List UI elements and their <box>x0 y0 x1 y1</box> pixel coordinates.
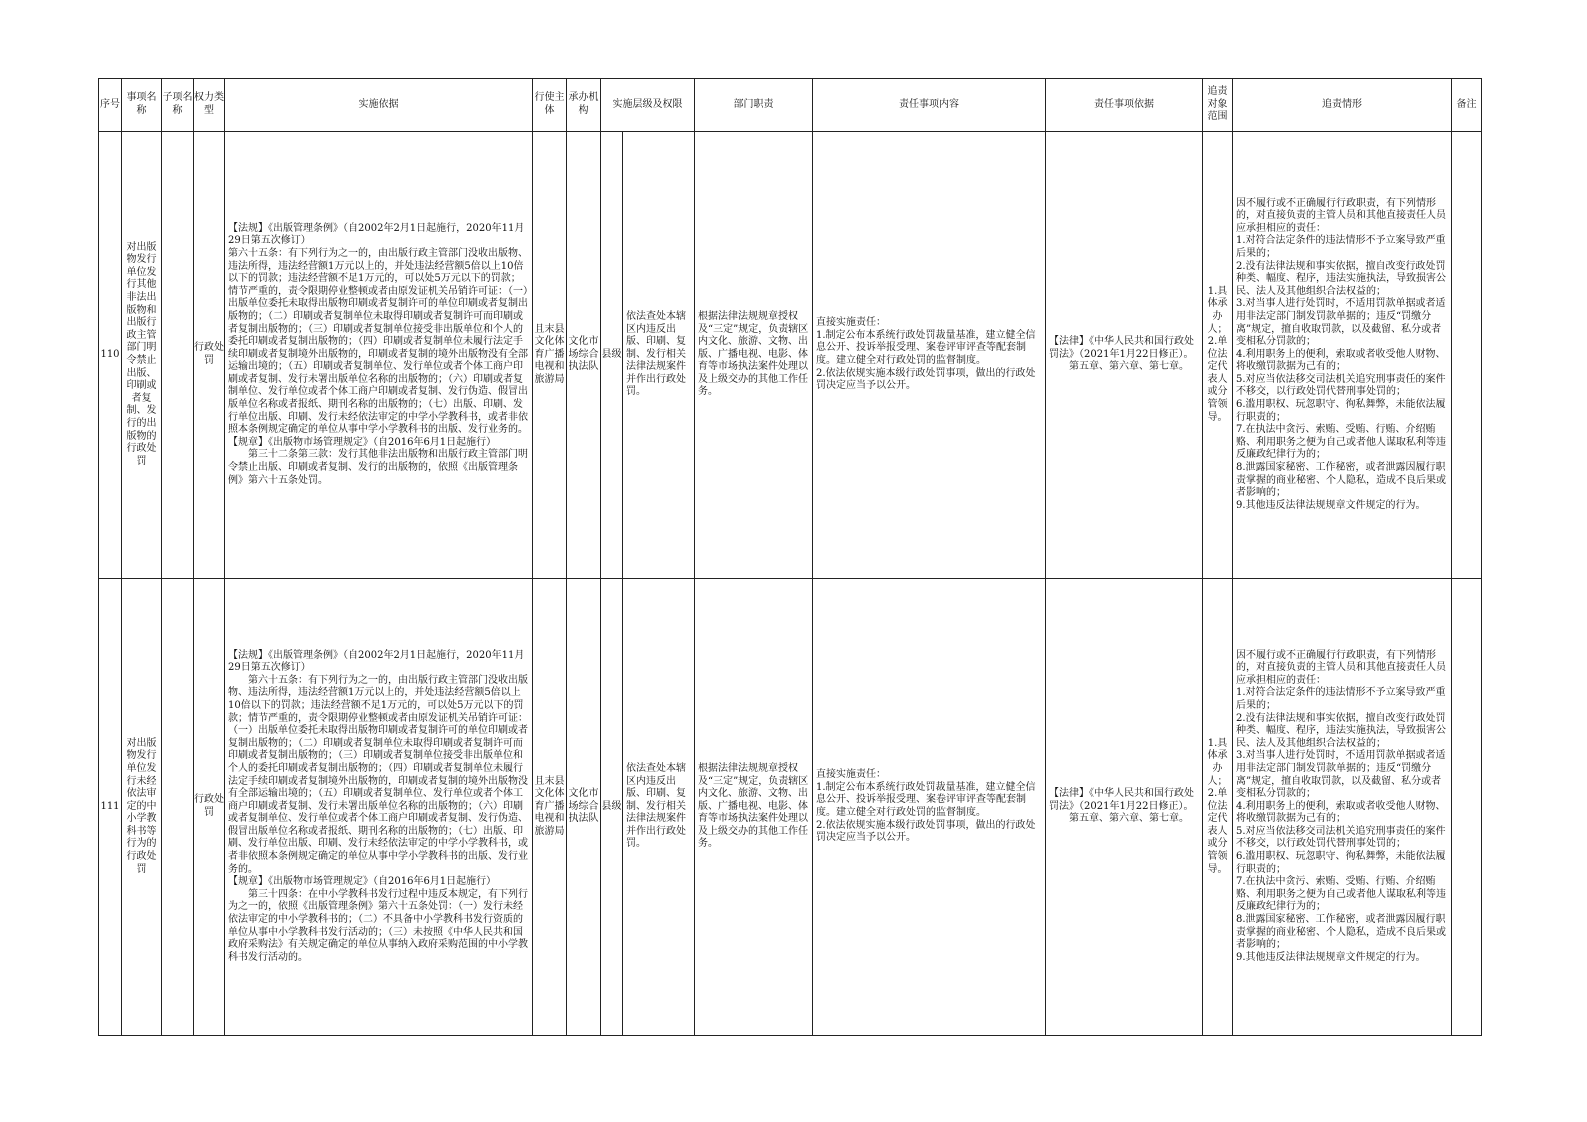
header-duty: 部门职责 <box>695 79 813 132</box>
row-basis: 【法规】《出版管理条例》（自2002年2月1日起施行，2020年11月29日第五次修订） 第六十五条：有下列行为之一的，由出版行政主管部门没收出版物、违法所得，违法经营额1万元以上的，并处违法经营额5倍以上10倍以下的罚款；违法经营额不足1万元的，可以处5万元以下的罚款；情节严重的，责令限期停业整顿或者由原发证机关吊销许可证：（一）出版单位委托未取得出版物印刷或者复制许可的单位印刷或者复制出版物的；（二）印刷或者复制单位未取得印刷或者复制许可而印刷或者复制出版物的；（三）印刷或者复制单位接受非出版单位和个人的委托印刷或者复制出版物的；（四）印刷或者复制单位未履行法定手续印刷或者复制境外出版物的，印刷或者复制的境外出版物没有全部运输出境的；（五）印刷或者复制单位、发行单位或者个体工商户印刷或者复制、发行未署出版单位名称的出版物的；（六）印刷或者复制单位、发行单位或者个体工商户印刷或者复制、发行伪造、假冒出版单位名称或者报纸、期刊名称的出版物的；（七）出版、印刷、发行单位出版、印刷、发行未经依法审定的中学小学教科书，或者非依照本条例规定确定的单位从事中学小学教科书的出版、发行业务的。 【规章】《出版物市场管理规定》（自2016年6月1日起施行） 第三十四条：在中小学教科书发行过程中违反本规定，有下列行为之一的，依照《出版管理条例》第六十五条处罚：（一）发行未经依法审定的中小学教科书的；（二）不具备中小学教科书发行资质的单位从事中小学教科书发行活动的；（三）未按照《中华人民共和国政府采购法》有关规定确定的单位从事纳入政府采购范围的中小学教科书发行活动的。 <box>225 579 533 1036</box>
row-scope: 1.具体承办人； 2.单位法定代表人或分管领导。 <box>1203 132 1233 579</box>
row-level-scope: 依法查处本辖区内违反出版、印刷、复制、发行相关法律法规案件并作出行政处罚。 <box>623 579 695 1036</box>
row-power-type: 行政处罚 <box>194 579 225 1036</box>
row-situations: 因不履行或不正确履行行政职责，有下列情形的，对直接负责的主管人员和其他直接责任人员应承担相应的责任： 1.对符合法定条件的违法情形不予立案导致严重后果的； 2.没有法律法规和事实依据，擅自改变行政处罚种类、幅度、程序，违法实施执法，导致损害公民、法人及其他组织合法权益的； 3.对当事人进行处罚时，不适用罚款单据或者适用非法定部门制发罚款单据的；违反“罚缴分离”规定，擅自收取罚款，以及截留、私分或者变相私分罚款的； 4.利用职务上的便利，索取或者收受他人财物、将收缴罚款据为己有的； 5.对应当依法移交司法机关追究刑事责任的案件不移交，以行政处罚代替刑事处罚的； 6.滥用职权、玩忽职守、徇私舞弊，未能依法履行职责的； 7.在执法中贪污、索贿、受贿、行贿、介绍贿赂、利用职务之便为自己或者他人谋取私利等违反廉政纪律行为的； 8.泄露国家秘密、工作秘密，或者泄露因履行职责掌握的商业秘密、个人隐私，造成不良后果或者影响的； 9.其他违反法律法规规章文件规定的行为。 <box>1233 579 1452 1036</box>
header-content: 责任事项内容 <box>813 79 1046 132</box>
row-duty: 根据法律法规规章授权及“三定”规定，负责辖区内文化、旅游、文物、出版、广播电视、电影、体育等市场执法案件处理以及上级交办的其他工作任务。 <box>695 579 813 1036</box>
table-row <box>99 132 1482 579</box>
row-content: 直接实施责任： 1.制定公布本系统行政处罚裁量基准，建立健全信息公开、投诉举报受理、案卷评审评查等配套制度。建立健全对行政处罚的监督制度。 2.依法依规实施本级行政处罚事项，做出的行政处罚决定应当予以公开。 <box>813 579 1046 1036</box>
row-content-basis: 【法律】《中华人民共和国行政处罚法》（2021年1月22日修正）。 第五章、第六章、第七章。 <box>1046 579 1203 1036</box>
header-basis: 实施依据 <box>225 79 533 132</box>
row-power-type: 行政处罚 <box>194 132 225 579</box>
row-content: 直接实施责任： 1.制定公布本系统行政处罚裁量基准，建立健全信息公开、投诉举报受理、案卷评审评查等配套制度。建立健全对行政处罚的监督制度。 2.依法依规实施本级行政处罚事项，做出的行政处罚决定应当予以公开。 <box>813 132 1046 579</box>
row-note <box>1452 579 1482 1036</box>
row-level: 县级 <box>601 132 623 579</box>
row-subject: 且末县文化体育广播电视和旅游局 <box>533 579 567 1036</box>
header-level: 实施层级及权限 <box>601 79 695 132</box>
row-number: 110 <box>99 132 122 579</box>
header-agency: 承办机构 <box>567 79 601 132</box>
header-subject: 行使主体 <box>533 79 567 132</box>
header-type: 权力类型 <box>194 79 225 132</box>
row-basis: 【法规】《出版管理条例》（自2002年2月1日起施行，2020年11月29日第五次修订） 第六十五条：有下列行为之一的，由出版行政主管部门没收出版物、违法所得，违法经营额1万元以上的，并处违法经营额5倍以上10倍以下的罚款；违法经营额不足1万元的，可以处5万元以下的罚款；情节严重的，责令限期停业整顿或者由原发证机关吊销许可证：（一）出版单位委托未取得出版物印刷或者复制许可的单位印刷或者复制出版物的；（二）印刷或者复制单位未取得印刷或者复制许可而印刷或者复制出版物的；（三）印刷或者复制单位接受非出版单位和个人的委托印刷或者复制出版物的；（四）印刷或者复制单位未履行法定手续印刷或者复制境外出版物的，印刷或者复制的境外出版物没有全部运输出境的；（五）印刷或者复制单位、发行单位或者个体工商户印刷或者复制、发行未署出版单位名称的出版物的；（六）印刷或者复制单位、发行单位或者个体工商户印刷或者复制、发行伪造、假冒出版单位名称或者报纸、期刊名称的出版物的；（七）出版、印刷、发行单位出版、印刷、发行未经依法审定的中学小学教科书，或者非依照本条例规定确定的单位从事中学小学教科书的出版、发行业务的。 【规章】《出版物市场管理规定》（自2016年6月1日起施行） 第三十二条第三款：发行其他非法出版物和出版行政主管部门明令禁止出版、印刷或者复制、发行的出版物的，依照《出版管理条例》第六十五条处罚。 <box>225 132 533 579</box>
header-note: 备注 <box>1452 79 1482 132</box>
responsibility-table <box>98 78 1482 1036</box>
header-name: 事项名称 <box>122 79 162 132</box>
row-note <box>1452 132 1482 579</box>
header-situations: 追责情形 <box>1233 79 1452 132</box>
row-item-name: 对出版物发行单位发行未经依法审定的中小学教科书等行为的行政处罚 <box>122 579 162 1036</box>
table-row <box>99 579 1482 1036</box>
row-situations: 因不履行或不正确履行行政职责，有下列情形的，对直接负责的主管人员和其他直接责任人员应承担相应的责任： 1.对符合法定条件的违法情形不予立案导致严重后果的； 2.没有法律法规和事实依据，擅自改变行政处罚种类、幅度、程序，违法实施执法，导致损害公民、法人及其他组织合法权益的； 3.对当事人进行处罚时，不适用罚款单据或者适用非法定部门制发罚款单据的；违反“罚缴分离”规定，擅自收取罚款，以及截留、私分或者变相私分罚款的； 4.利用职务上的便利，索取或者收受他人财物、将收缴罚款据为己有的； 5.对应当依法移交司法机关追究刑事责任的案件不移交，以行政处罚代替刑事处罚的； 6.滥用职权、玩忽职守、徇私舞弊，未能依法履行职责的； 7.在执法中贪污、索贿、受贿、行贿、介绍贿赂、利用职务之便为自己或者他人谋取私利等违反廉政纪律行为的； 8.泄露国家秘密、工作秘密，或者泄露因履行职责掌握的商业秘密、个人隐私，造成不良后果或者影响的； 9.其他违反法律法规规章文件规定的行为。 <box>1233 132 1452 579</box>
row-agency: 文化市场综合执法队 <box>567 132 601 579</box>
header-content-basis: 责任事项依据 <box>1046 79 1203 132</box>
row-duty: 根据法律法规规章授权及“三定”规定，负责辖区内文化、旅游、文物、出版、广播电视、电影、体育等市场执法案件处理以及上级交办的其他工作任务。 <box>695 132 813 579</box>
row-level: 县级 <box>601 579 623 1036</box>
row-item-name: 对出版物发行单位发行其他非法出版物和出版行政主管部门明令禁止出版、印刷或者复制、发行的出版物的行政处罚 <box>122 132 162 579</box>
header-no: 序号 <box>99 79 122 132</box>
row-sub-item <box>162 132 194 579</box>
row-content-basis: 【法律】《中华人民共和国行政处罚法》（2021年1月22日修正）。 第五章、第六章、第七章。 <box>1046 132 1203 579</box>
row-scope: 1.具体承办人； 2.单位法定代表人或分管领导。 <box>1203 579 1233 1036</box>
header-sub: 子项名称 <box>162 79 194 132</box>
row-subject: 且末县文化体育广播电视和旅游局 <box>533 132 567 579</box>
table-header <box>99 79 1482 132</box>
row-sub-item <box>162 579 194 1036</box>
row-level-scope: 依法查处本辖区内违反出版、印刷、复制、发行相关法律法规案件并作出行政处罚。 <box>623 132 695 579</box>
row-number: 111 <box>99 579 122 1036</box>
header-scope: 追责对象范围 <box>1203 79 1233 132</box>
row-agency: 文化市场综合执法队 <box>567 579 601 1036</box>
